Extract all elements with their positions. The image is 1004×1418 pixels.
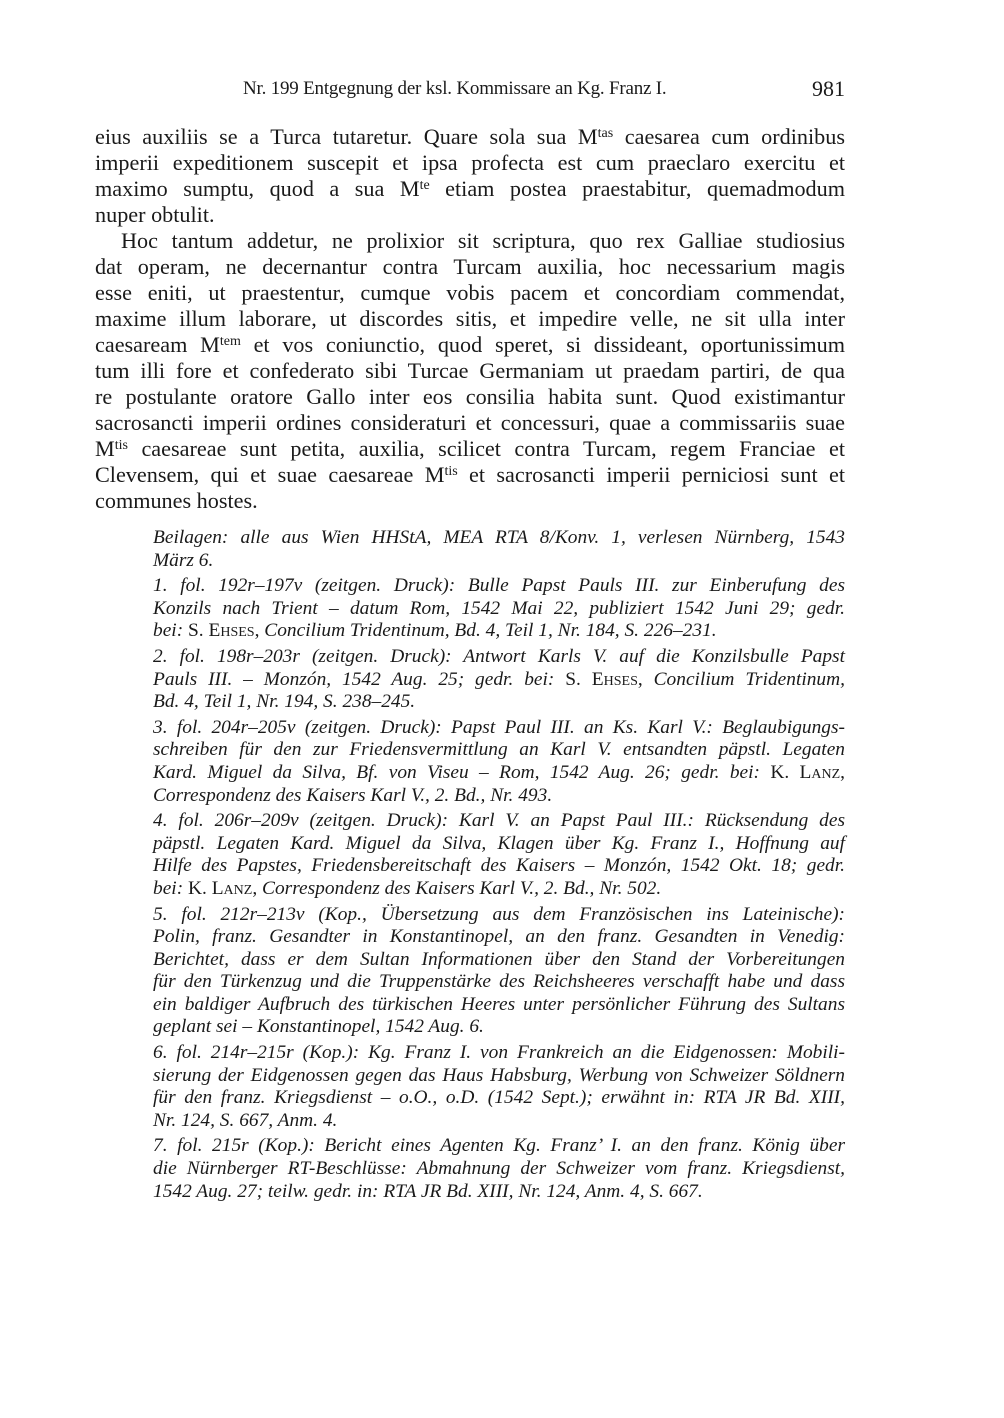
note-line: Konzils nach Trient – datum Rom, 1542 Mai 22, publiziert 1542 Juni 29; gedr. (153, 597, 845, 619)
roman-text: K. (770, 761, 800, 783)
superscript-abbrev: tem (219, 334, 241, 349)
note-line: 7. fol. 215r (Kop.): Bericht eines Agenten Kg. Franz’ I. an den franz. König über (153, 1135, 845, 1157)
author-name: Ehses (208, 620, 255, 642)
note-line: Beilagen: alle aus Wien HHStA, MEA RTA 8/Konv. 1, verlesen Nürnberg, 1543 (153, 527, 845, 548)
superscript-abbrev: te (419, 178, 430, 193)
text-line: sacrosancti imperii ordines consideraturi et concessuri, quae a commissariis suae (95, 410, 845, 435)
appendix-item-2 (153, 646, 845, 714)
text-line: $M^{tis}$ caesareae sunt petita, auxilia, scilicet contra Turcam, regem Franciae et (95, 436, 845, 461)
text-line: dat operam, ne decernantur contra Turcam auxilia, hoc necessarium magis (95, 254, 845, 279)
note-line: 1. fol. 192r–197v (zeitgen. Druck): Bulle Papst Pauls III. zur Einberufung des (153, 575, 845, 597)
note-line: 2. fol. 198r–203r (zeitgen. Druck): Antwort Karls V. auf die Konzilsbulle Papst (153, 645, 845, 667)
author-name: Ehses (591, 668, 638, 690)
running-head-title: Nr. 199 Entgegnung der ksl. Kommissare an Kg. Franz I. (243, 78, 667, 99)
note-line: 5. fol. 212r–213v (Kop., Übersetzung aus dem Französischen ins Lateinische): (153, 903, 845, 925)
appendix-header (153, 527, 845, 572)
note-line: die Nürnberger RT-Beschlüsse: Abmahnung der Schweizer vom franz. Kriegsdienst, (153, 1158, 845, 1180)
note-line: 1542 Aug. 27; teilw. gedr. in: RTA JR Bd. XIII, Nr. 124, Anm. 4, S. 667. (153, 1180, 703, 1202)
superscript-abbrev: tis (114, 438, 128, 453)
superscript-abbrev: tas (597, 126, 614, 141)
text-line: Hoc tantum addetur, ne prolixior sit scriptura, quo rex Galliae studiosius (121, 228, 845, 253)
paragraph (95, 228, 845, 514)
note-line: geplant sei – Konstantinopel, 1542 Aug. 6. (153, 1016, 484, 1038)
text-line: tum illi fore et confederato sibi Turcae Germaniam ut praedam partiri, de qua (95, 358, 845, 383)
roman-text: S. (188, 620, 209, 642)
appendix-item-6 (153, 1042, 845, 1132)
note-line: Pauls III. – Monzón, 1542 Aug. 25; gedr. bei: S. Ehses, Concilium Tridentinum, (153, 668, 845, 690)
text-line: communes hostes. (95, 488, 258, 513)
text-line: caesaream $M^{tem}$ et vos coniunctio, quod speret, si dissideant, oportunissimum (95, 332, 845, 357)
note-line: Kard. Miguel da Silva, Bf. von Viseu – Rom, 1542 Aug. 26; gedr. bei: K. Lanz, (153, 761, 845, 783)
paragraph (95, 124, 845, 228)
note-line: für den Türkenzug und die Truppenstärke des Reichsheeres verschafft habe und dass (153, 971, 845, 993)
note-line: 6. fol. 214r–215r (Kop.): Kg. Franz I. von Frankreich an die Eidgenossen: Mobili- (153, 1042, 845, 1064)
running-head (95, 78, 845, 106)
text-line: re postulante oratore Gallo inter eos consilia habita sunt. Quod existimantur (95, 384, 845, 409)
text-line: eius auxiliis se a Turca tutaretur. Quare sola sua $M^{tas}$ caesarea cum ordinibus (95, 124, 845, 149)
note-line: März 6. (153, 549, 214, 571)
note-line: Correspondenz des Kaisers Karl V., 2. Bd., Nr. 493. (153, 784, 553, 806)
page-number: 981 (812, 76, 845, 101)
note-line: schreiben für den zur Friedensvermittlung an Karl V. entsandten päpstl. Legaten (153, 739, 845, 761)
appendix-item-1 (153, 575, 845, 643)
author-name: Lanz (211, 877, 253, 899)
note-line: sierung der Eidgenossen gegen das Haus Habsburg, Werbung von Schweizer Söldnern (153, 1064, 845, 1086)
note-line: Nr. 124, S. 667, Anm. 4. (153, 1109, 338, 1131)
appendix-item-4 (153, 810, 845, 900)
note-line: Hilfe des Papstes, Friedensbereitschaft des Kaisers – Monzón, 1542 Okt. 18; gedr. (153, 855, 845, 877)
roman-text: , (252, 877, 263, 899)
note-line: päpstl. Legaten Kard. Miguel da Silva, Klagen über Kg. Franz I., Hoffnung auf (153, 832, 845, 854)
main-text (95, 124, 845, 514)
text-line: maxime illum laborare, ut discordes sitis, et impedire velle, ne sit ulla inter (95, 306, 845, 331)
appendix-item-7 (153, 1135, 845, 1203)
superscript-abbrev: tis (444, 464, 458, 479)
text-line: nuper obtulit. (95, 202, 215, 227)
roman-text: , (254, 620, 265, 642)
note-line: Polin, franz. Gesandter in Konstantinopel, an den franz. Gesandten in Venedig: (153, 926, 845, 948)
roman-text: K. (188, 877, 212, 899)
note-line: bei: S. Ehses, Concilium Tridentinum, Bd. 4, Teil 1, Nr. 184, S. 226–231. (153, 620, 717, 642)
roman-text: , (840, 761, 845, 783)
note-line: 3. fol. 204r–205v (zeitgen. Druck): Papst Paul III. an Ks. Karl V.: Beglaubigungs- (153, 716, 845, 738)
author-name: Lanz (799, 761, 841, 783)
note-line: 4. fol. 206r–209v (zeitgen. Druck): Karl V. an Papst Paul III.: Rücksendung des (153, 810, 845, 832)
text-line: maximo sumptu, quod a sua $M^{te}$ etiam postea praestabitur, quemadmodum (95, 176, 845, 201)
appendix-item-5 (153, 904, 845, 1040)
text-line: Clevensem, qui et suae caesareae $M^{tis}$ et sacrosancti imperii perniciosi sunt et (95, 462, 846, 487)
text-line: imperii expeditionem suscepit et ipsa profecta est cum praeclaro exercitu et (95, 150, 845, 175)
appendix-item-3 (153, 717, 845, 807)
note-line: für den franz. Kriegsdienst – o.O., o.D. (1542 Sept.); erwähnt in: RTA JR Bd. XIII, (153, 1087, 845, 1109)
note-line: Bd. 4, Teil 1, Nr. 194, S. 238–245. (153, 691, 416, 713)
note-line: ein baldiger Aufbruch des türkischen Heeres unter persönlicher Führung des Sultans (153, 993, 845, 1015)
note-line: bei: K. Lanz, Correspondenz des Kaisers Karl V., 2. Bd., Nr. 502. (153, 877, 662, 899)
text-line: esse eniti, ut praestentur, cumque vobis pacem et concordiam commendat, (95, 280, 845, 305)
roman-text: , (637, 668, 654, 690)
appendix-notes (153, 527, 845, 1206)
note-line: Berichtet, dass er dem Sultan Informationen über den Stand der Vorbereitungen (153, 948, 845, 970)
roman-text: S. (565, 668, 592, 690)
